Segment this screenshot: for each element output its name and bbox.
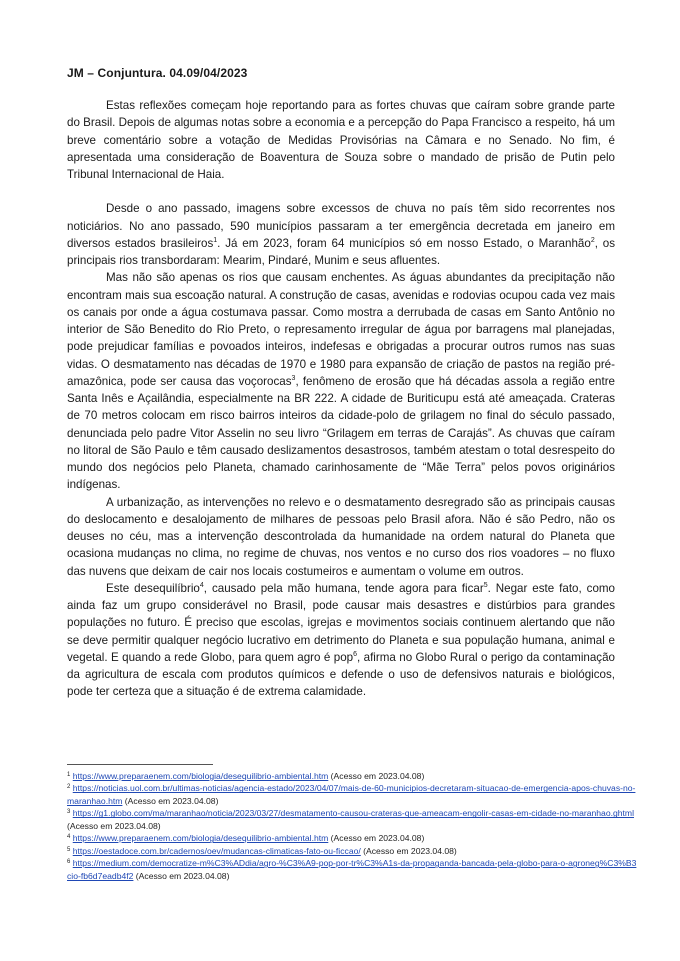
footnote-link[interactable]: https://www.preparaenem.com/biologia/desequilibrio-ambiental.htm bbox=[72, 833, 329, 844]
footnote-ref-1[interactable]: 1 bbox=[213, 236, 218, 244]
footnote-ref-2[interactable]: 2 bbox=[590, 236, 595, 244]
paragraph-imbalance bbox=[67, 580, 615, 701]
paragraph-text: A urbanização, as intervenções no relevo e o desmatamento desregrado são as principais causas do deslocamento e desalojamento de milhares de pessoas pelo Brasil afora. Não é são Pedro, não os deuses no céu, mas a intervenção descontrolada da humanidade na ordem natural do Planeta que ocasiona mudanças no clima, no regime de chuvas, nos ventos e no curso dos rios voadores – no fluxo das nuvens que deixam de cair nos locais costumeiros e aumentam o volume em outros. bbox=[67, 495, 615, 578]
paragraph-intro bbox=[67, 97, 615, 183]
paragraph-text: Este desequilíbrio bbox=[106, 581, 200, 595]
paragraph-text: Desde o ano passado, imagens sobre excessos de chuva no país têm sido recorrentes nos noticiários. No ano passado, 590 municípios passaram a ter emergência decretada em janeiro em diversos estados brasileiros bbox=[67, 202, 615, 250]
footnote-separator bbox=[67, 764, 213, 765]
footnotes bbox=[67, 770, 637, 882]
paragraph-text: , os principais rios transbordaram: Mearim, Pindaré, Munim e seus afluentes. bbox=[67, 236, 616, 267]
footnote-link[interactable]: https://noticias.uol.com.br/ultimas-noticias/agencia-estado/2023/04/07/mais-de-60-municipios-decretaram-situacao-de-emergencia-apos-chuvas-no-maranhao.htm bbox=[67, 783, 636, 806]
footnote-6 bbox=[67, 857, 637, 882]
paragraph-text: , fenômeno de erosão que há décadas assola a região entre Santa Inês e Açailândia, especialmente na BR 222. A cidade de Buriticupu está até ameaçada. Crateras de 70 metros colocam em risco bairros inteiros da cidade-polo de grilagem no final do século passado, denunciada pelo padre Vitor Asselin no seu livro “Grilagem em terras de Carajás”. As chuvas que caíram no litoral de São Paulo e têm causado deslizamentos desastrosos, também atestam o total desrespeito do mundo dos negócios pelo Planeta, chamado carinhosamente de “Mãe Terra” pelos povos originários indígenas. bbox=[67, 374, 615, 492]
footnote-link[interactable]: https://medium.com/democratize-m%C3%ADdia/agro-%C3%A9-pop-por-tr%C3%A1s-da-propaganda-bancada-pela-globo-para-o-agroneg%C3%B3cio-fb6d7eadb4f2 bbox=[67, 858, 637, 881]
access-note: (Acesso em 2023.04.08) bbox=[122, 795, 219, 806]
footnote-number: 2 bbox=[67, 784, 71, 791]
access-note: (Acesso em 2023.04.08) bbox=[67, 820, 161, 831]
document-title: JM – Conjuntura. 04.09/04/2023 bbox=[67, 66, 248, 80]
paragraph-rain-news bbox=[67, 200, 615, 269]
paragraph-urbanization bbox=[67, 494, 615, 580]
footnote-2 bbox=[67, 782, 637, 807]
footnote-number: 6 bbox=[67, 859, 71, 866]
footnote-1 bbox=[67, 770, 637, 782]
footnote-number: 1 bbox=[67, 772, 71, 778]
paragraph-text: . Negar este fato, como ainda faz um grupo considerável no Brasil, pode causar mais desastres e distúrbios para grandes populações no futuro. É preciso que escolas, igrejas e movimentos sociais continuem alertando que não se deve permitir qualquer negócio lucrativo em detrimento do Planeta e sua população humana, animal e vegetal. E quando a rede Globo, para quem agro é pop bbox=[67, 581, 615, 664]
access-note: (Acesso em 2023.04.08) bbox=[360, 845, 457, 856]
paragraph-text: , causado pela mão humana, tende agora para ficar bbox=[203, 581, 484, 595]
footnote-ref-5[interactable]: 5 bbox=[483, 581, 488, 589]
footnote-link[interactable]: https://www.preparaenem.com/biologia/desequilibrio-ambiental.htm bbox=[72, 771, 329, 781]
footnote-number: 3 bbox=[67, 809, 71, 816]
paragraph-text: , afirma no Globo Rural o perigo da contaminação da agricultura de escala com produtos químicos e defende o uso de defensivos naturais e biológicos, pode ter certeza que a situação é de extrema calamidade. bbox=[67, 650, 615, 699]
footnote-ref-6[interactable]: 6 bbox=[353, 650, 358, 658]
footnote-3 bbox=[67, 807, 637, 832]
footnote-ref-4[interactable]: 4 bbox=[199, 581, 204, 589]
footnote-4 bbox=[67, 832, 637, 844]
footnote-number: 4 bbox=[67, 834, 71, 841]
footnote-number: 5 bbox=[67, 846, 71, 853]
document-body bbox=[67, 97, 615, 701]
paragraph-text: Mas não são apenas os rios que causam enchentes. As águas abundantes da precipitação não encontram mais sua escoação natural. A construção de casas, avenidas e rodovias ocupou cada vez mais os canais por onde a água costumava passar. Como mostra a derrubada de casas em Santo Antônio no interior de São Benedito do Rio Preto, o represamento irregular de água por barragens mal planejadas, pode prejudicar famílias e povoados inteiros, indefesas e obrigadas a procurar outros rumos nas suas vidas. O desmatamento nas décadas de 1970 e 1980 para expansão de criação de pastos na região pré-amazônica, pode ser causa das voçorocas bbox=[67, 271, 615, 388]
paragraph-text: . Já em 2023, foram 64 municípios só em nosso Estado, o Maranhão bbox=[217, 236, 591, 250]
access-note: (Acesso em 2023.04.08) bbox=[328, 833, 425, 844]
paragraph-floods bbox=[67, 269, 615, 493]
footnote-5 bbox=[67, 845, 637, 857]
footnote-ref-3[interactable]: 3 bbox=[291, 374, 296, 382]
footnote-link[interactable]: https://g1.globo.com/ma/maranhao/noticia/2023/03/27/desmatamento-causou-crateras-que-ameacam-engolir-casas-em-cidade-no-maranhao.ghtml bbox=[72, 808, 635, 819]
access-note: (Acesso em 2023.04.08) bbox=[328, 771, 425, 781]
paragraph-text: Estas reflexões começam hoje reportando para as fortes chuvas que caíram sobre grande parte do Brasil. Depois de algumas notas sobre a economia e a percepção do Papa Francisco a respeito, há um breve comentário sobre a votação de Medidas Provisórias na Câmara e no Senado. No fim, é apresentada uma consideração de Boaventura de Souza sobre o mandado de prisão de Putin pelo Tribunal Internacional de Haia. bbox=[67, 99, 615, 181]
footnote-link[interactable]: https://oestadoce.com.br/cadernos/oev/mudancas-climaticas-fato-ou-ficcao/ bbox=[72, 845, 361, 856]
access-note: (Acesso em 2023.04.08) bbox=[133, 870, 230, 881]
